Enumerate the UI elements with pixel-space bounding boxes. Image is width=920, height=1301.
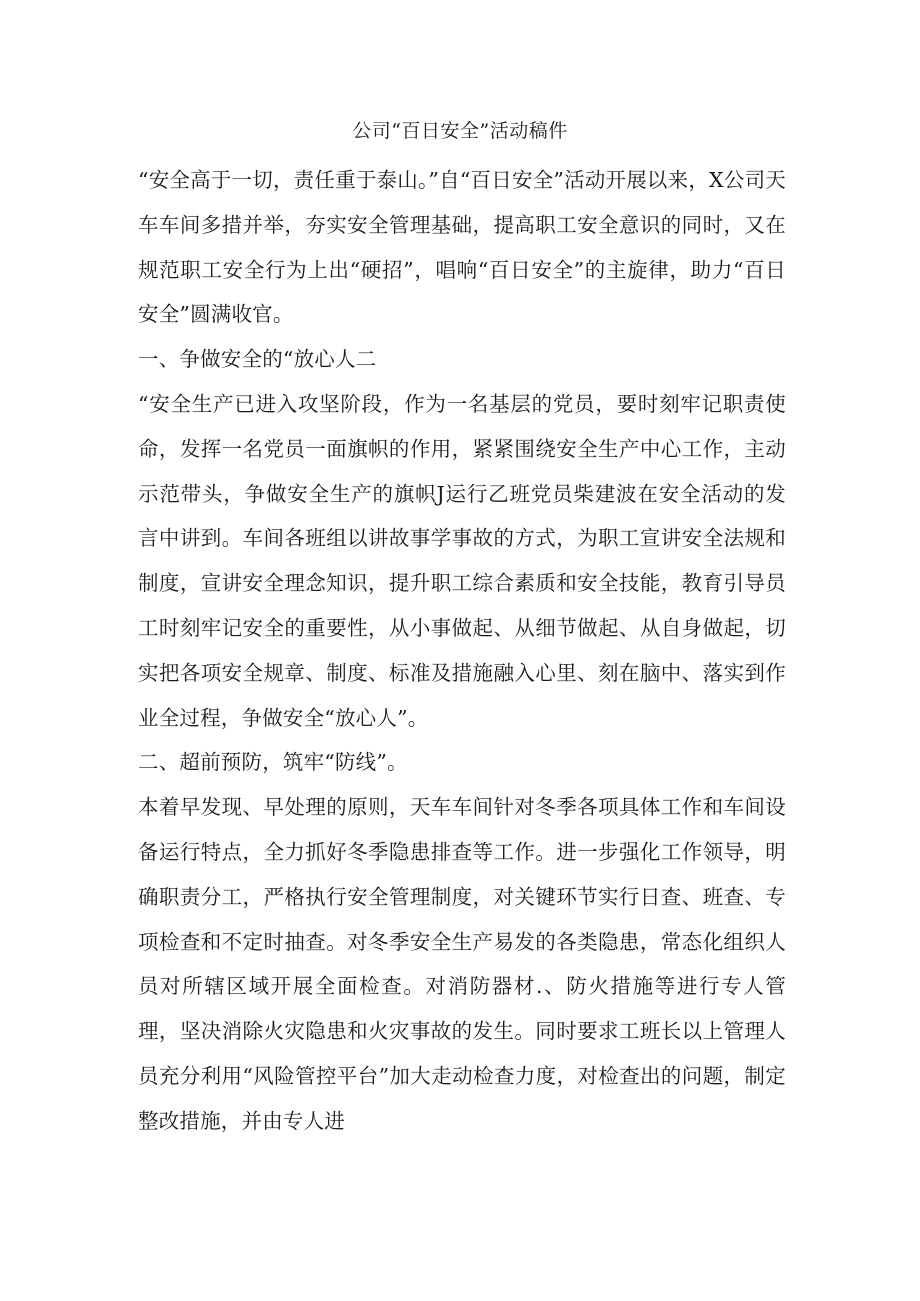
intro-paragraph: “安全高于一切，责任重于泰山。”自“百日安全”活动开展以来，X公司天车车间多措并举，夯实安全管理基础，提高职工安全意识的同时，又在规范职工安全行为上出“硬招”，唱响“百日安全”的主旋律，助力“百日安全”圆满收官。 <box>138 168 786 327</box>
section-2-paragraph: 本着早发现、早处理的原则，天车车间针对冬季各项具体工作和车间设备运行特点，全力抓好冬季隐患排查等工作。进一步强化工作领导，明确职责分工，严格执行安全管理制度，对关键环节实行日查、班查、专项检查和不定时抽查。对冬季安全生产易发的各类隐患，常态化组织人员对所辖区域开展全面检查。对消防器材.、防火措施等进行专人管理，坚决消除火灾隐患和火灾事故的发生。同时要求工班长以上管理人员充分利用“风险管控平台”加大走动检查力度，对检查出的问题，制定整改措施，并由专人进 <box>138 795 786 1133</box>
section-heading-2: 二、超前预防，筑牢“防线”。 <box>138 750 408 775</box>
document-title: 公司“百日安全”活动稿件 <box>352 120 568 142</box>
section-1-paragraph: “安全生产已进入攻坚阶段，作为一名基层的党员，要时刻牢记职责使命，发挥一名党员一面旗帜的作用，紧紧围绕安全生产中心工作，主动示范带头，争做安全生产的旗帜J运行乙班党员柴建波在安全活动的发言中讲到。车间各班组以讲故事学事故的方式，为职工宣讲安全法规和制度，宣讲安全理念知识，提升职工综合素质和安全技能，教育引导员工时刻牢记安全的重要性，从小事做起、从细节做起、从自身做起，切实把各项安全规章、制度、标准及措施融入心里、刻在脑中、落实到作业全过程，争做安全“放心人”。 <box>138 391 786 730</box>
document-body <box>138 158 786 1144</box>
section-heading-1: 一、争做安全的“放心人二 <box>138 347 377 372</box>
